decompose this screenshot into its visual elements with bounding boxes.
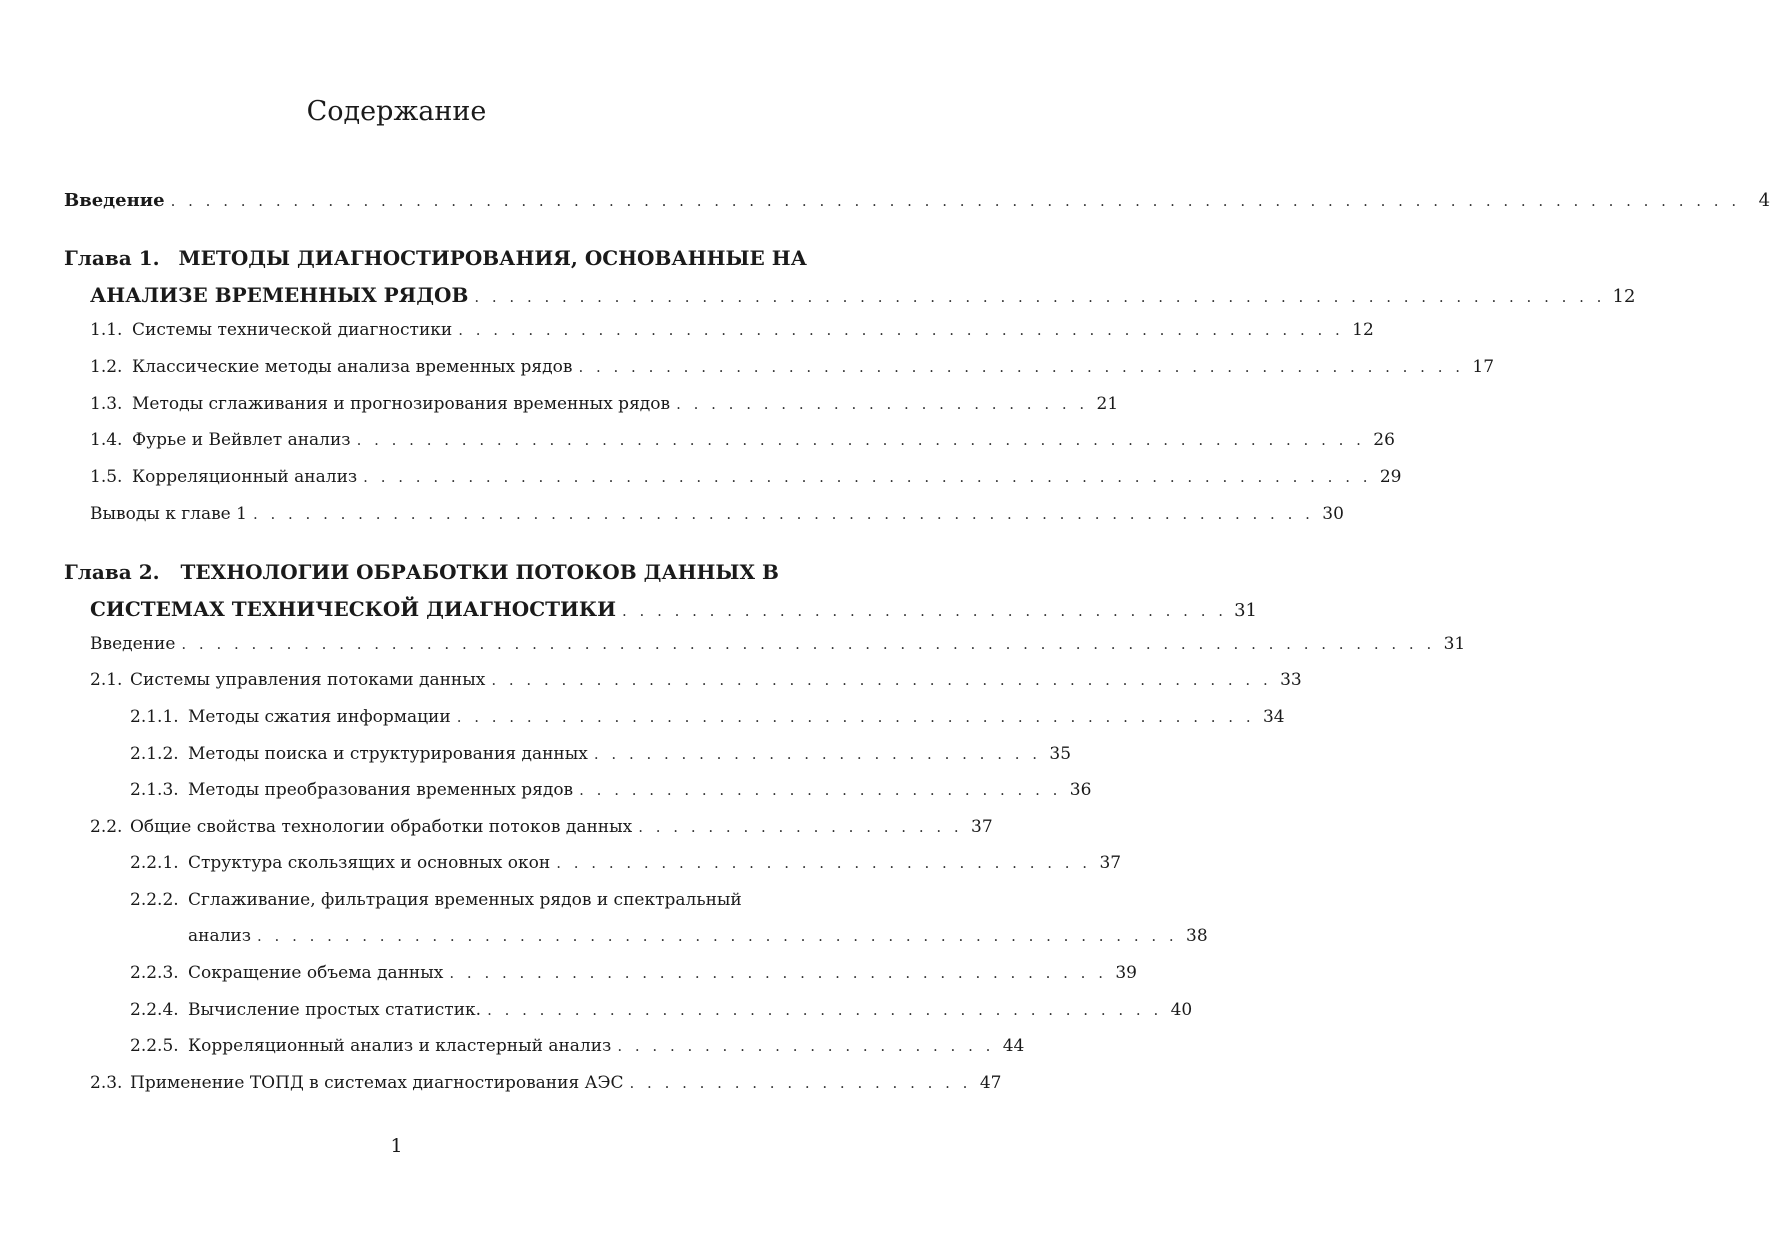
toc-number: 2.1.2.: [130, 744, 179, 764]
toc-number: 2.1.3.: [130, 780, 179, 800]
toc-page: 29: [1379, 467, 1402, 487]
toc-entry-2-intro[interactable]: [90, 634, 1466, 662]
chapter-2-title-line1: ТЕХНОЛОГИИ ОБРАБОТКИ ПОТОКОВ ДАННЫХ В: [180, 560, 779, 584]
dot-leader: . . . . . . . . . . . . . . . . . . . . . . . . . . . .: [579, 781, 1062, 799]
dot-leader: . . . . . . . . . . . . . . . . . . . . . . . . . . . . . . . . . . . . . .: [449, 964, 1107, 982]
toc-title-line2: анализ: [188, 926, 252, 946]
toc-entry-1-4[interactable]: [90, 430, 1395, 458]
toc-entry-1-5[interactable]: [90, 467, 1402, 495]
dot-leader: . . . . . . . . . . . . . . . . . . . . . . . . . . . . . . . . . . . . . . . . . . . . . . . . . . . . . . . . . . . . .: [252, 505, 1314, 523]
toc-title: Классические методы анализа временных рядов: [132, 357, 573, 377]
toc-title: Системы технической диагностики: [132, 320, 453, 340]
toc-page: 37: [1099, 853, 1122, 873]
toc-entry-1-3[interactable]: [90, 394, 1119, 422]
toc-title: Общие свойства технологии обработки потоков данных: [130, 817, 633, 837]
toc-title: Методы сглаживания и прогнозирования временных рядов: [132, 394, 671, 414]
toc-entry-1-1[interactable]: [90, 320, 1374, 348]
toc-title: Фурье и Вейвлет анализ: [132, 430, 351, 450]
toc-title: Применение ТОПД в системах диагностирования АЭС: [130, 1073, 624, 1093]
toc-number: 2.1.: [90, 670, 123, 690]
toc-number: 1.1.: [90, 320, 123, 340]
chapter-2-heading-line2[interactable]: [90, 597, 1257, 625]
chapter-1-title-line1: МЕТОДЫ ДИАГНОСТИРОВАНИЯ, ОСНОВАННЫЕ НА: [178, 246, 807, 270]
toc-page: 33: [1280, 670, 1302, 690]
toc-entry-2-2-2[interactable]: [130, 890, 742, 910]
toc-entry-2-1[interactable]: [90, 670, 1302, 698]
toc-number: 1.2.: [90, 357, 123, 377]
toc-title: Вычисление простых статистик.: [188, 1000, 482, 1020]
chapter-1-heading[interactable]: [64, 246, 807, 270]
toc-number: 1.5.: [90, 467, 123, 487]
toc-number: 2.2.: [90, 817, 123, 837]
toc-title: Выводы к главе 1: [90, 504, 247, 524]
toc-entry-2-2-1[interactable]: [130, 853, 1122, 881]
toc-title: Введение: [90, 634, 176, 654]
dot-leader: . . . . . . . . . . . . . . . . . . . . . . . . . . . . . . . . . . .: [622, 602, 1227, 620]
dot-leader: . . . . . . . . . . . . . . . . . . . . . . . . . . . . . . . . . . . . . . . . . . . . . . . . . . . . .: [257, 927, 1178, 945]
dot-leader: . . . . . . . . . . . . . . . . . . . . . . . . . . . . . . . . . . . . . . . . . . . . . . . . . . .: [578, 358, 1465, 376]
toc-number: 2.2.5.: [130, 1036, 179, 1056]
toc-entry-intro[interactable]: [64, 190, 1770, 218]
toc-page: 36: [1069, 780, 1092, 800]
page-number: 1: [390, 1135, 403, 1157]
toc-title: Корреляционный анализ: [132, 467, 358, 487]
toc-entry-2-2-4[interactable]: [130, 1000, 1193, 1028]
toc-number: 2.3.: [90, 1073, 123, 1093]
toc-title: Методы сжатия информации: [188, 707, 451, 727]
toc-page: 12: [1352, 320, 1374, 340]
dot-leader: . . . . . . . . . . . . . . . . . . . . . . . . . . . . . . . . . . . . . . . . . . . . . . . . . . . . . . . . . . . . . . . . . . . . . . . .: [181, 635, 1436, 653]
toc-page: 31: [1443, 634, 1466, 654]
toc-title: Структура скользящих и основных окон: [188, 853, 551, 873]
toc-page: 35: [1049, 744, 1072, 764]
toc-page: 47: [979, 1073, 1002, 1093]
dot-leader: . . . . . . . . . . . . . . . . . . . . . . . . . . . . . . . . . . . . . . . . . . . . . . . . . . . . . . . . . .: [356, 431, 1365, 449]
dot-leader: . . . . . . . . . . . . . . . . . . . . . .: [617, 1037, 995, 1055]
toc-entry-2-1-1[interactable]: [130, 707, 1285, 735]
toc-page: 17: [1472, 357, 1495, 377]
toc-page: 26: [1373, 430, 1395, 450]
page-title: Содержание: [306, 96, 487, 127]
toc-title: Системы управления потоками данных: [130, 670, 486, 690]
toc-title-line1: Сглаживание, фильтрация временных рядов и спектральный: [188, 890, 742, 910]
chapter-1-heading-line2[interactable]: [90, 283, 1636, 311]
chapter-1-label: Глава 1.: [64, 246, 160, 270]
dot-leader: . . . . . . . . . . . . . . . . . . . . . . . . . . . . . . . . . . . . . . . . . . . . . . . . . . . . . . . . . . . . . . . . .: [474, 288, 1606, 306]
dot-leader: . . . . . . . . . . . . . . . . . . . . . . . . . .: [593, 745, 1042, 763]
toc-entry-2-2-5[interactable]: [130, 1036, 1025, 1064]
toc-entry-conclusion-1[interactable]: [90, 504, 1344, 532]
toc-page: 12: [1612, 286, 1636, 307]
dot-leader: . . . . . . . . . . . . . . . . . . . . . . . . . . . . . . . . . . . . . . .: [487, 1001, 1163, 1019]
toc-page: 38: [1186, 926, 1208, 946]
dot-leader: . . . . . . . . . . . . . . . . . . . . . . . . . . . . . . . . . . . . . . . . . . . . . . . . . . .: [458, 321, 1344, 339]
toc-entry-2-2[interactable]: [90, 817, 993, 845]
toc-number: 2.2.2.: [130, 890, 179, 910]
dot-leader: . . . . . . . . . . . . . . . . . . . .: [629, 1074, 972, 1092]
toc-page: 21: [1096, 394, 1119, 414]
toc-page: 39: [1115, 963, 1137, 983]
chapter-1-title-line2: АНАЛИЗЕ ВРЕМЕННЫХ РЯДОВ: [90, 283, 469, 307]
dot-leader: . . . . . . . . . . . . . . . . . . . . . . . . . . . . . . . . . . . . . . . . . . . . .: [491, 671, 1272, 689]
toc-title: Введение: [64, 190, 165, 211]
toc-title: Сокращение объема данных: [188, 963, 444, 983]
toc-entry-1-2[interactable]: [90, 357, 1495, 385]
dot-leader: . . . . . . . . . . . . . . . . . . . . . . . . . . . . . . . . . . . . . . . . . . . . . .: [456, 708, 1255, 726]
dot-leader: . . . . . . . . . . . . . . . . . . . . . . . . . . . . . . .: [556, 854, 1092, 872]
dot-leader: . . . . . . . . . . . . . . . . . . . . . . . .: [676, 395, 1089, 413]
toc-entry-2-1-2[interactable]: [130, 744, 1072, 772]
toc-number: 1.4.: [90, 430, 123, 450]
dot-leader: . . . . . . . . . . . . . . . . . . . . . . . . . . . . . . . . . . . . . . . . . . . . . . . . . . . . . . . . . . . . . . . . . . . . . . . . . . . . . . . . . . . . . . . . . .: [170, 192, 1741, 210]
toc-entry-2-2-3[interactable]: [130, 963, 1137, 991]
toc-title: Методы поиска и структурирования данных: [188, 744, 588, 764]
toc-page: 31: [1234, 600, 1257, 621]
toc-entry-2-1-3[interactable]: [130, 780, 1092, 808]
toc-entry-2-3[interactable]: [90, 1073, 1002, 1101]
toc-title: Методы преобразования временных рядов: [188, 780, 574, 800]
toc-page: 40: [1170, 1000, 1193, 1020]
toc-number: 2.1.1.: [130, 707, 179, 727]
dot-leader: . . . . . . . . . . . . . . . . . . .: [638, 818, 963, 836]
dot-leader: . . . . . . . . . . . . . . . . . . . . . . . . . . . . . . . . . . . . . . . . . . . . . . . . . . . . . . . . . .: [363, 468, 1372, 486]
toc-page: 34: [1262, 707, 1285, 727]
toc-number: 1.3.: [90, 394, 123, 414]
toc-number: 2.2.4.: [130, 1000, 179, 1020]
toc-page: 30: [1322, 504, 1344, 524]
toc-title: Корреляционный анализ и кластерный анализ: [188, 1036, 612, 1056]
toc-page: 4: [1758, 190, 1770, 211]
toc-entry-2-2-2-cont[interactable]: [188, 926, 1208, 954]
chapter-2-heading[interactable]: [64, 560, 779, 584]
chapter-2-title-line2: СИСТЕМАХ ТЕХНИЧЕСКОЙ ДИАГНОСТИКИ: [90, 597, 616, 621]
toc-page: 44: [1002, 1036, 1025, 1056]
toc-number: 2.2.3.: [130, 963, 179, 983]
toc-number: 2.2.1.: [130, 853, 179, 873]
toc-page: 37: [971, 817, 993, 837]
chapter-2-label: Глава 2.: [64, 560, 160, 584]
